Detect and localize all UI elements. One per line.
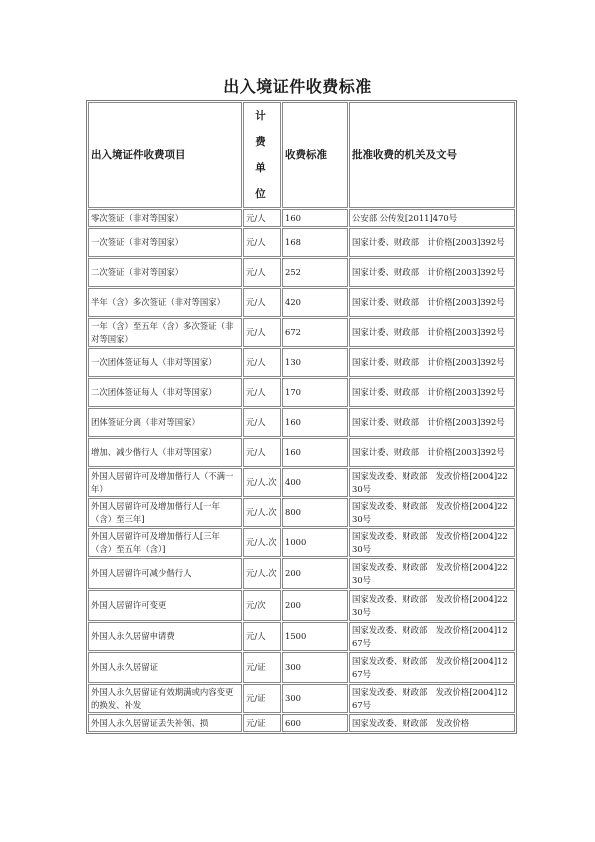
row-fee: 400 — [282, 468, 348, 497]
table-row — [88, 209, 515, 227]
row-authority: 国家计委、财政部 计价格[2003]392号 — [349, 228, 515, 257]
table-row — [88, 288, 515, 317]
row-fee: 168 — [282, 228, 348, 257]
header-unit-line2: 单 位 — [255, 162, 269, 200]
row-item: 外国人居留许可变更 — [88, 590, 242, 621]
row-authority: 国家计委、财政部 计价格[2003]392号 — [349, 438, 515, 467]
row-unit: 元/证 — [243, 714, 281, 732]
table-body — [88, 209, 515, 732]
table-row — [88, 590, 515, 621]
table-row — [88, 714, 515, 732]
row-item: 一次团体签证每人（非对等国家） — [88, 348, 242, 377]
row-authority: 国家计委、财政部 计价格[2003]392号 — [349, 408, 515, 437]
row-authority: 国家计委、财政部 计价格[2003]392号 — [349, 378, 515, 407]
row-unit: 元/人 — [243, 288, 281, 317]
row-fee: 160 — [282, 438, 348, 467]
table-row — [88, 468, 515, 497]
table-row — [88, 498, 515, 527]
row-authority: 国家发改委、财政部 发改价格[2004]2230号 — [349, 498, 515, 527]
row-fee: 170 — [282, 378, 348, 407]
table-row — [88, 684, 515, 713]
row-unit: 元/人 — [243, 622, 281, 651]
row-unit: 元/证 — [243, 684, 281, 713]
row-fee: 252 — [282, 258, 348, 287]
row-authority: 国家计委、财政部 计价格[2003]392号 — [349, 288, 515, 317]
row-item: 半年（含）多次签证（非对等国家） — [88, 288, 242, 317]
row-fee: 1500 — [282, 622, 348, 651]
row-fee: 800 — [282, 498, 348, 527]
row-item: 零次签证（非对等国家） — [88, 209, 242, 227]
table-row — [88, 438, 515, 467]
row-authority: 国家计委、财政部 计价格[2003]392号 — [349, 318, 515, 347]
document-title: 出入境证件收费标准 — [223, 77, 372, 96]
row-item: 外国人永久居留证有效期满或内容变更的换发、补发 — [88, 684, 242, 713]
row-fee: 130 — [282, 348, 348, 377]
row-item: 一年（含）至五年（含）多次签证（非对等国家） — [88, 318, 242, 347]
table-row — [88, 622, 515, 651]
row-authority: 公安部 公传发[2011]470号 — [349, 209, 515, 227]
row-unit: 元/人 — [243, 438, 281, 467]
row-item: 外国人居留许可减少偕行人 — [88, 558, 242, 589]
row-unit: 元/人 — [243, 228, 281, 257]
row-item: 二次签证（非对等国家） — [88, 258, 242, 287]
table-row — [88, 318, 515, 347]
row-unit: 元/人.次 — [243, 558, 281, 589]
table-row — [88, 348, 515, 377]
row-authority: 国家发改委、财政部 发改价格[2004]2230号 — [349, 468, 515, 497]
table-row — [88, 528, 515, 557]
row-unit: 元/人 — [243, 209, 281, 227]
table-row — [88, 558, 515, 589]
row-item: 二次团体签证每人（非对等国家） — [88, 378, 242, 407]
row-authority: 国家发改委、财政部 发改价格[2004]2230号 — [349, 528, 515, 557]
row-item: 外国人居留许可及增加偕行人[三年（含）至五年（含）] — [88, 528, 242, 557]
header-standard: 收费标准 — [282, 102, 348, 208]
row-item: 增加、减少偕行人（非对等国家） — [88, 438, 242, 467]
row-unit: 元/人.次 — [243, 498, 281, 527]
table-header-row — [88, 102, 515, 208]
row-fee: 600 — [282, 714, 348, 732]
row-fee: 300 — [282, 652, 348, 683]
row-item: 团体签证分离（非对等国家） — [88, 408, 242, 437]
row-unit: 元/人.次 — [243, 528, 281, 557]
row-fee: 420 — [282, 288, 348, 317]
table-row — [88, 378, 515, 407]
row-fee: 160 — [282, 408, 348, 437]
row-item: 一次签证（非对等国家） — [88, 228, 242, 257]
header-unit-line1: 计 费 — [255, 110, 269, 148]
row-fee: 300 — [282, 684, 348, 713]
row-authority: 国家计委、财政部 计价格[2003]392号 — [349, 258, 515, 287]
row-unit: 元/证 — [243, 652, 281, 683]
table-row — [88, 652, 515, 683]
row-fee: 672 — [282, 318, 348, 347]
row-unit: 元/次 — [243, 590, 281, 621]
fee-table — [86, 100, 517, 734]
row-item: 外国人永久居留申请费 — [88, 622, 242, 651]
row-unit: 元/人 — [243, 348, 281, 377]
row-unit: 元/人 — [243, 258, 281, 287]
row-unit: 元/人.次 — [243, 468, 281, 497]
row-authority: 国家发改委、财政部 发改价格[2004]2230号 — [349, 590, 515, 621]
row-fee: 1000 — [282, 528, 348, 557]
header-authority: 批准收费的机关及文号 — [349, 102, 515, 208]
row-unit: 元/人 — [243, 378, 281, 407]
row-authority: 国家发改委、财政部 发改价格[2004]1267号 — [349, 652, 515, 683]
row-authority: 国家计委、财政部 计价格[2003]392号 — [349, 348, 515, 377]
row-unit: 元/人 — [243, 408, 281, 437]
row-item: 外国人永久居留证 — [88, 652, 242, 683]
row-fee: 160 — [282, 209, 348, 227]
row-authority: 国家发改委、财政部 发改价格[2004]1267号 — [349, 622, 515, 651]
row-item: 外国人居留许可及增加偕行人[一年（含）至三年] — [88, 498, 242, 527]
table-row — [88, 228, 515, 257]
row-authority: 国家发改委、财政部 发改价格[2004]1267号 — [349, 684, 515, 713]
table-row — [88, 258, 515, 287]
header-unit — [243, 102, 281, 208]
row-fee: 200 — [282, 590, 348, 621]
row-item: 外国人居留许可及增加偕行人（不满一年） — [88, 468, 242, 497]
row-fee: 200 — [282, 558, 348, 589]
table-row — [88, 408, 515, 437]
row-authority: 国家发改委、财政部 发改价格[2004]2230号 — [349, 558, 515, 589]
header-item: 出入境证件收费项目 — [88, 102, 242, 208]
row-authority: 国家发改委、财政部 发改价格 — [349, 714, 515, 732]
row-item: 外国人永久居留证丢失补领、损 — [88, 714, 242, 732]
row-unit: 元/人 — [243, 318, 281, 347]
